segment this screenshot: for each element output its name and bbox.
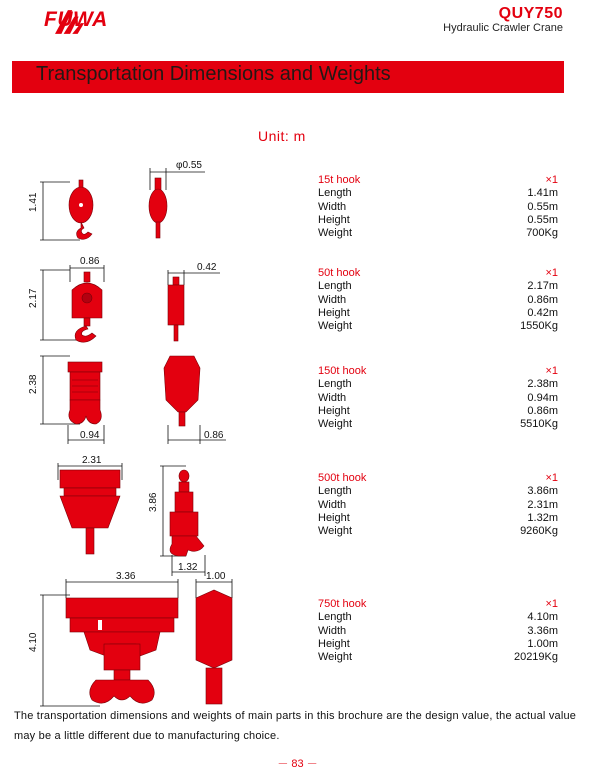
spec-label: Width <box>318 200 347 213</box>
spec-label: Width <box>318 293 347 306</box>
spec-name: 50t hook <box>318 267 361 279</box>
dim-hook50-height: 2.17 <box>28 288 39 308</box>
spec-label: Height <box>318 637 350 650</box>
spec-name: 750t hook <box>318 598 367 610</box>
spec-label: Width <box>318 391 347 404</box>
spec-label: Weight <box>318 418 353 431</box>
spec-value: 1550Kg <box>520 320 558 333</box>
dim-hook150-height: 2.38 <box>28 374 39 394</box>
section-title: Transportation Dimensions and Weights <box>36 63 391 85</box>
spec-value: 3.36m <box>527 624 558 637</box>
spec-name: 15t hook <box>318 174 361 186</box>
spec-name: 500t hook <box>318 472 367 484</box>
spec-block-150t <box>318 365 558 431</box>
dim-hook150-depth: 0.86 <box>204 430 224 441</box>
dim-hook500-depth: 1.32 <box>178 562 198 573</box>
spec-qty: ×1 <box>545 174 558 186</box>
spec-value: 3.86m <box>527 485 558 498</box>
spec-block-500t <box>318 472 558 538</box>
dim-hook15-height: 1.41 <box>28 192 39 212</box>
dim-hook750-width: 3.36 <box>116 571 136 582</box>
spec-value: 9260Kg <box>520 525 558 538</box>
spec-value: 0.94m <box>527 391 558 404</box>
dim-hook150-width: 0.94 <box>80 430 100 441</box>
spec-value: 1.41m <box>527 187 558 200</box>
brand-name: FUWA <box>44 8 108 31</box>
spec-label: Height <box>318 404 350 417</box>
spec-label: Length <box>318 378 352 391</box>
spec-label: Weight <box>318 525 353 538</box>
spec-value: 0.86m <box>527 404 558 417</box>
dim-hook500-width: 2.31 <box>82 455 102 466</box>
spec-value: 0.55m <box>527 200 558 213</box>
spec-label: Length <box>318 611 352 624</box>
model-name: QUY750 <box>498 5 563 22</box>
spec-value: 1.00m <box>527 637 558 650</box>
spec-value: 1.32m <box>527 511 558 524</box>
spec-label: Length <box>318 187 352 200</box>
unit-label: Unit: m <box>258 128 306 144</box>
spec-qty: ×1 <box>545 267 558 279</box>
spec-label: Height <box>318 306 350 319</box>
spec-value: 0.42m <box>527 306 558 319</box>
dim-hook750-height: 4.10 <box>28 632 39 652</box>
spec-label: Length <box>318 485 352 498</box>
spec-block-750t <box>318 598 558 664</box>
spec-label: Length <box>318 280 352 293</box>
model-subtitle: Hydraulic Crawler Crane <box>443 22 563 34</box>
dim-hook50-depth: 0.42 <box>197 262 217 273</box>
spec-label: Weight <box>318 320 353 333</box>
spec-label: Weight <box>318 651 353 664</box>
spec-label: Weight <box>318 227 353 240</box>
dim-hook500-height: 3.86 <box>148 492 159 512</box>
spec-qty: ×1 <box>545 598 558 610</box>
dim-hook15-diameter: φ0.55 <box>176 160 202 171</box>
spec-value: 2.38m <box>527 378 558 391</box>
spec-value: 700Kg <box>526 227 558 240</box>
spec-block-50t <box>318 267 558 333</box>
dim-hook750-depth: 1.00 <box>206 571 226 582</box>
spec-qty: ×1 <box>545 472 558 484</box>
spec-value: 20219Kg <box>513 651 558 664</box>
spec-value: 0.55m <box>527 213 558 226</box>
spec-value: 2.17m <box>527 280 558 293</box>
spec-label: Width <box>318 498 347 511</box>
spec-value: 2.31m <box>527 498 558 511</box>
spec-qty: ×1 <box>545 365 558 377</box>
spec-label: Width <box>318 624 347 637</box>
spec-value: 0.86m <box>527 293 558 306</box>
dim-hook50-width: 0.86 <box>80 256 100 267</box>
page-number: － 83 － <box>277 758 318 770</box>
spec-block-15t <box>318 174 558 240</box>
spec-label: Height <box>318 511 350 524</box>
spec-value: 5510Kg <box>520 418 558 431</box>
disclaimer-note: The transportation dimensions and weights of main parts in this brochure are the design value, the actual value may be a little different due to manufacturing choice. <box>14 710 577 742</box>
spec-label: Height <box>318 213 350 226</box>
spec-name: 150t hook <box>318 365 367 377</box>
spec-value: 4.10m <box>527 611 558 624</box>
